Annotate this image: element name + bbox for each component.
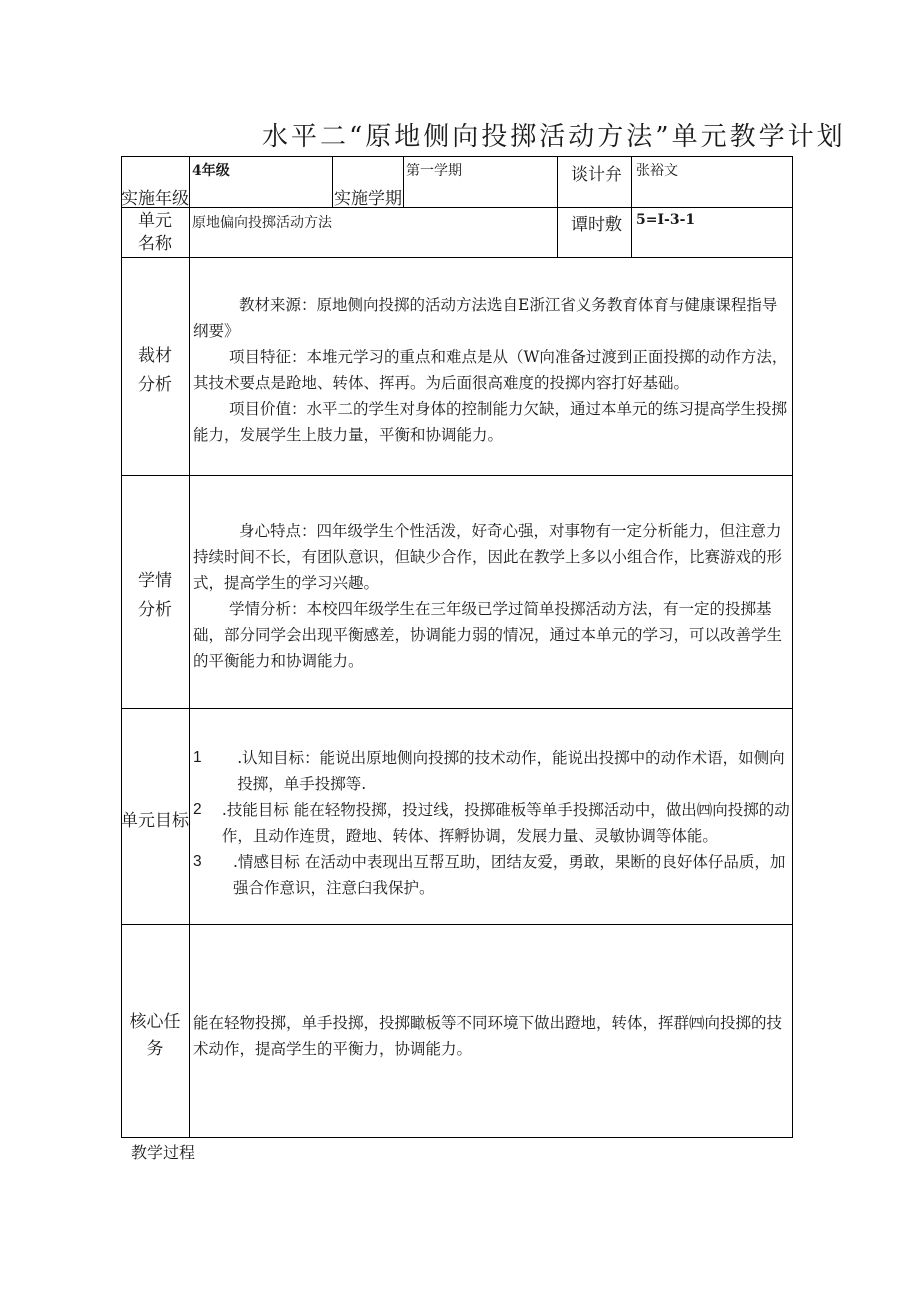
goal-item: 2 .技能目标 能在轻物投掷，投过线，投掷碓板等单手投掷活动中，做出㈣向投掷的动作，且动作连贯，蹬地、转体、挥孵协调，发展力量、灵敏协调等体能。 bbox=[193, 801, 790, 845]
designer-label: 谈计弁 bbox=[571, 165, 622, 185]
term-label: 实施学期 bbox=[334, 189, 402, 209]
unit-goals-label: 单元目标 bbox=[121, 811, 189, 831]
grade-label: 实施年级 bbox=[121, 189, 189, 209]
unit-goals-text bbox=[193, 745, 791, 901]
student-analysis-text bbox=[193, 518, 791, 674]
material-value: 项目价值：水平二的学生对身体的控制能力欠缺，通过本单元的练习提高学生投掷能力，发展学生上肢力量，平衡和协调能力。 bbox=[193, 400, 788, 444]
page-title: 水平二“原地侧向投掷活动方法”单元教学计划 bbox=[262, 122, 846, 152]
student-analysis-label: 学情 分析 bbox=[138, 571, 172, 620]
student-traits: 身心特点：四年级学生个性活泼，好奇心强，对事物有一定分析能力，但注意力持续时间不长，有团队意识，但缺少合作，因此在教学上多以小组合作，比赛游戏的形式，提高学生的学习兴趣。 bbox=[193, 522, 783, 592]
designer-value: 张裕文 bbox=[636, 163, 678, 179]
class-hours-value: 5=I-3-1 bbox=[636, 212, 696, 228]
class-hours-label: 谭时敷 bbox=[571, 215, 622, 235]
goal-item: 1 .认知目标：能说出原地侧向投掷的技术动作，能说出投掷中的动作术语，如侧向投掷，单手投掷等. bbox=[193, 749, 785, 793]
student-situation: 学情分析：本校四年级学生在三年级已学过简单投掷活动方法，有一定的投掷基础，部分同学会出现平衡感差，协调能力弱的情况，通过本单元的学习，可以改善学生的平衡能力和协调能力。 bbox=[193, 600, 783, 670]
term-value: 第一学期 bbox=[406, 163, 462, 179]
material-source: 教材来源：原地侧向投掷的活动方法选自E浙江省义务教育体育与健康课程指导纲要》 bbox=[193, 296, 778, 340]
goal-item: 3 .情感目标 在活动中表现出互帮互助，团结友爱，勇敢，果断的良好体仔品质，加强合作意识，注意臼我保护。 bbox=[193, 853, 786, 897]
unit-name-value: 原地偏向投掷活动方法 bbox=[192, 215, 332, 231]
material-features: 项目特征：本堆元学习的重点和难点是从（W向准备过渡到正面投掷的动作方法，其技术要点是跄地、转体、挥再。为后面很高难度的投掷内容打好基础。 bbox=[193, 348, 788, 392]
core-task-text: 能在轻物投掷，单手投掷，投掷瞰板等不同环境下做出蹬地，转体，挥群㈣向投掷的技术动作，提高学生的平衡力，协调能力。 bbox=[193, 1014, 783, 1058]
material-analysis-text bbox=[193, 292, 791, 448]
grade-value: 4年级 bbox=[192, 163, 230, 179]
unit-name-label: 单元 名称 bbox=[138, 211, 172, 254]
teaching-process-heading: 教学过程 bbox=[131, 1143, 196, 1162]
material-analysis-label: 裁材 分析 bbox=[138, 346, 172, 395]
core-task-label: 核心任 务 bbox=[129, 1012, 181, 1059]
unit-plan-table bbox=[121, 156, 793, 1138]
